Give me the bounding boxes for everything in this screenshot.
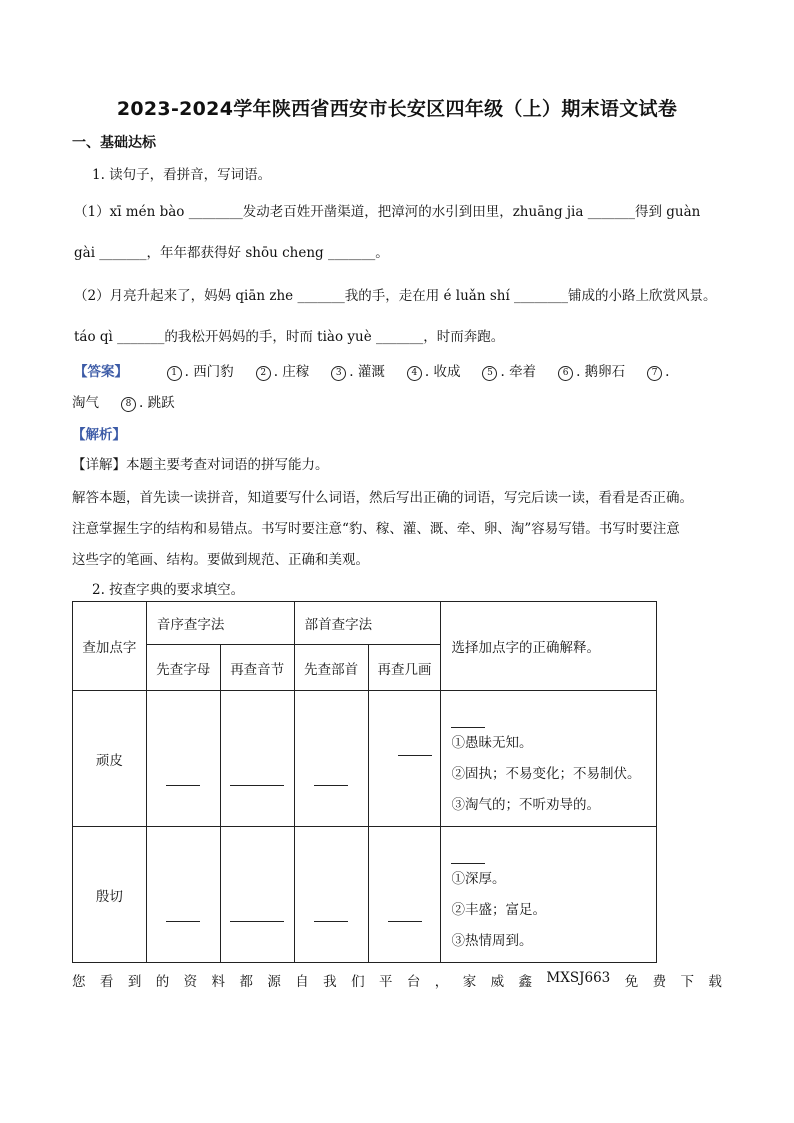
answer-list-2: [72, 395, 197, 411]
footer-char: 台: [406, 974, 421, 990]
row-word: 殷切: [73, 827, 147, 963]
footer-char: 们: [351, 974, 365, 990]
question-1-prompt: 1. 读句子，看拼音，写词语。: [92, 167, 272, 183]
header-phonetic-method: 音序查字法: [146, 602, 294, 645]
blank-strokes[interactable]: [368, 827, 441, 963]
footer-char: 我: [323, 974, 337, 990]
answer-number: 4: [407, 366, 422, 381]
answer-item: [72, 391, 99, 411]
header-radical-method: 部首查字法: [294, 602, 441, 645]
answer-number: 8: [121, 397, 136, 412]
answer-number: 6: [558, 366, 573, 381]
explanation-para-1: 解答本题，首先读一读拼音，知道要写什么词语，然后写出正确的词语，写完后读一读，看看是否正确。: [72, 490, 693, 506]
question-1-part2-line1: （2）月亮升起来了，妈妈 qiān zhe _______我的手，走在用 é luǎn shí ________铺成的小路上欣赏风景。: [74, 288, 717, 304]
meaning-1: ①深厚。: [451, 870, 506, 887]
meaning-2: ②固执；不易变化；不易制伏。: [451, 765, 641, 782]
blank-letter[interactable]: [146, 827, 220, 963]
answer-row-2: [72, 391, 197, 412]
blank-meaning[interactable]: [451, 713, 485, 728]
header-word: 查加点字: [73, 602, 147, 691]
row-word: 顽皮: [73, 691, 147, 827]
subheader-syllable: 再查音节: [220, 645, 294, 691]
section-heading: 一、基础达标: [72, 135, 156, 151]
table-row: [73, 691, 657, 827]
footer-char: 威: [490, 974, 505, 990]
blank-syllable[interactable]: [220, 691, 294, 827]
blank-strokes[interactable]: [368, 691, 441, 827]
footer-char: 都: [239, 974, 253, 990]
answer-number: 1: [167, 366, 182, 381]
answer-list: [167, 364, 692, 380]
blank-meaning[interactable]: [451, 849, 485, 864]
answer-number: 5: [482, 366, 497, 381]
answer-item: 1 . 西门豹: [167, 360, 234, 381]
answer-text: 牵着: [509, 364, 537, 380]
question-1-part2-line2: táo qì _______的我松开妈妈的手，时而 tiào yuè _______，时而奔跑。: [74, 329, 505, 345]
footer-char: 自: [295, 974, 309, 990]
answer-text: 淘气: [72, 395, 99, 411]
subheader-radical: 先查部首: [294, 645, 368, 691]
answer-item: 5 . 牵着: [482, 360, 536, 381]
footer-notice: [72, 970, 722, 990]
blank-letter[interactable]: [146, 691, 220, 827]
page-title: 2023-2024学年陕西省西安市长安区四年级（上）期末语文试卷: [116, 98, 678, 120]
detail-text: 【详解】本题主要考查对词语的拼写能力。: [72, 457, 329, 473]
dictionary-table: [72, 601, 657, 963]
footer-char: ，: [434, 974, 449, 990]
answer-text: 跳跃: [147, 395, 175, 411]
footer-char: 费: [652, 974, 667, 990]
footer-char: 平: [378, 974, 393, 990]
footer-char: 到: [127, 974, 142, 990]
blank-radical[interactable]: [294, 827, 368, 963]
question-1-part1-line1: （1）xī mén bào ________发动老百姓开凿渠道，把漳河的水引到田里，zhuāng jia _______得到 guàn: [74, 204, 701, 220]
explanation-para-2: 注意掌握生字的结构和易错点。书写时要注意“豹、稼、灌、溉、牵、卵、淘”容易写错。书写时要注意: [72, 521, 680, 537]
header-explanation: 选择加点字的正确解释。: [441, 602, 657, 691]
answer-text: 收成: [433, 364, 461, 380]
footer-char: 您: [72, 974, 86, 990]
answer-number: 7: [647, 366, 662, 381]
footer-char: 料: [211, 974, 226, 990]
answer-item: 8 . 跳跃: [121, 391, 175, 412]
answer-text: 庄稼: [282, 364, 310, 380]
footer-char: 源: [267, 974, 281, 990]
meaning-1: ①愚昧无知。: [451, 734, 533, 751]
footer-char: 看: [99, 974, 114, 990]
answer-item: 4 . 收成: [407, 360, 461, 381]
footer-char: 鑫: [518, 974, 532, 990]
answer-text: 西门豹: [193, 364, 234, 380]
answer-item: 7 .: [647, 364, 669, 381]
footer-char: MXSJ663: [546, 970, 611, 986]
footer-char: 家: [462, 974, 477, 990]
subheader-letter: 先查字母: [146, 645, 220, 691]
footer-char: 的: [155, 974, 170, 990]
meaning-3: ③淘气的；不听劝导的。: [451, 796, 600, 813]
answer-label: 【答案】: [74, 364, 128, 380]
blank-radical[interactable]: [294, 691, 368, 827]
answer-row: [74, 360, 691, 381]
meaning-options: [441, 691, 657, 827]
answer-item: 6 . 鹅卵石: [558, 360, 625, 381]
explanation-para-3: 这些字的笔画、结构。要做到规范、正确和美观。: [72, 552, 369, 568]
blank-syllable[interactable]: [220, 827, 294, 963]
answer-number: 2: [256, 366, 271, 381]
question-2-prompt: 2. 按查字典的要求填空。: [92, 582, 245, 598]
answer-number: 3: [331, 366, 346, 381]
meaning-options: [441, 827, 657, 963]
answer-text: 鹅卵石: [584, 364, 626, 380]
footer-char: 下: [680, 974, 694, 990]
meaning-3: ③热情周到。: [451, 932, 533, 949]
footer-char: 资: [183, 974, 198, 990]
answer-text: 灌溉: [357, 364, 385, 380]
footer-char: 载: [708, 974, 722, 990]
meaning-2: ②丰盛；富足。: [451, 901, 546, 918]
subheader-strokes: 再查几画: [368, 645, 441, 691]
answer-item: 3 . 灌溉: [331, 360, 385, 381]
table-row: [73, 827, 657, 963]
question-1-part1-line2: gài _______，年年都获得好 shōu cheng _______。: [74, 245, 389, 261]
footer-char: 免: [624, 974, 639, 990]
analysis-label: 【解析】: [72, 427, 126, 443]
answer-item: 2 . 庄稼: [256, 360, 310, 381]
